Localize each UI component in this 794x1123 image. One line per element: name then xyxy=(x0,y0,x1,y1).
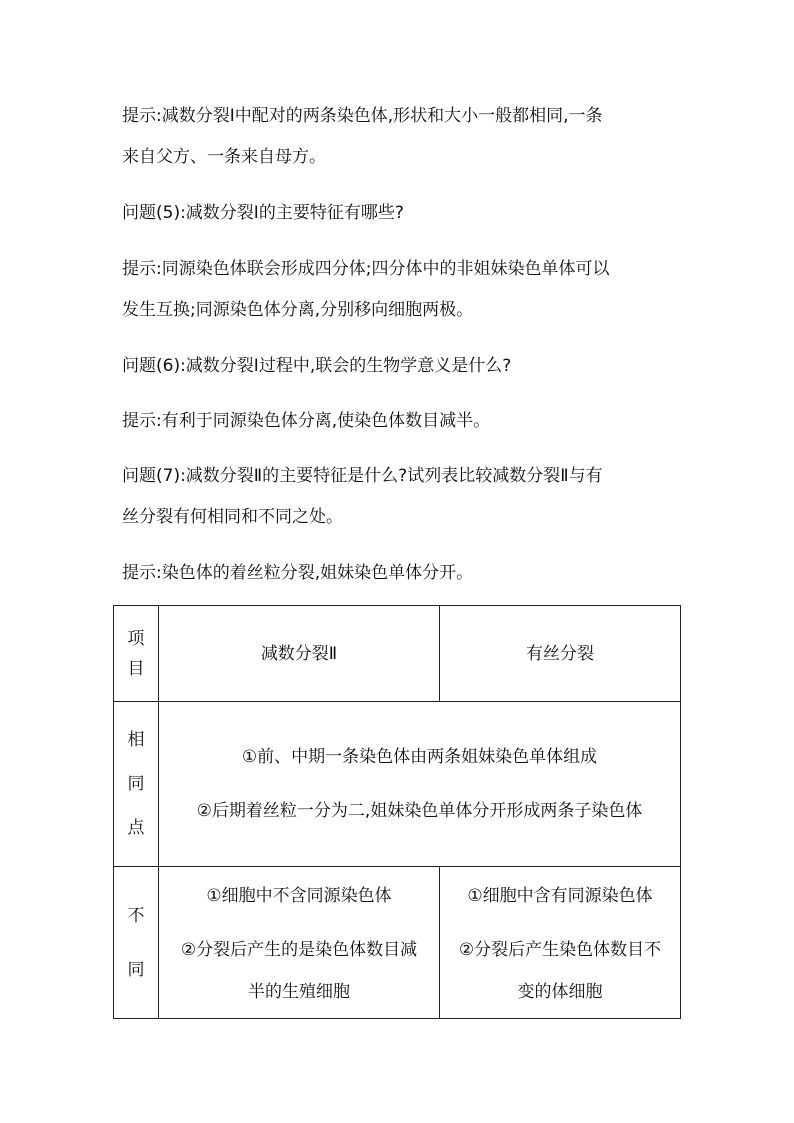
line: 问题(6):减数分裂Ⅰ过程中,联会的生物学意义是什么? xyxy=(122,356,512,376)
diff-label-char: 同 xyxy=(127,959,145,980)
meiosis2-diff-point-2a: ②分裂后产生的是染色体数目减 xyxy=(180,940,418,960)
line: 提示:减数分裂Ⅰ中配对的两条染色体,形状和大小一般都相同,一条 xyxy=(122,106,603,126)
item-header-char: 目 xyxy=(127,658,145,679)
mitosis-diff-point-1: ①细胞中含有同源染色体 xyxy=(467,886,653,906)
hint-paragraph-4 xyxy=(122,553,682,594)
mitosis-header-cell: 有丝分裂 xyxy=(440,606,681,702)
same-label-cell xyxy=(114,702,159,867)
line: 问题(7):减数分裂Ⅱ的主要特征是什么?试列表比较减数分裂Ⅱ与有 xyxy=(122,466,603,486)
meiosis2-diff-point-1: ①细胞中不含同源染色体 xyxy=(206,886,392,906)
line: 来自父方、一条来自母方。 xyxy=(122,147,326,167)
item-header-char: 项 xyxy=(127,628,145,649)
hint-paragraph-1 xyxy=(122,96,682,178)
same-label-char: 点 xyxy=(127,818,145,838)
line: 问题(5):减数分裂Ⅰ的主要特征有哪些? xyxy=(122,203,404,223)
item-header-cell xyxy=(114,606,159,702)
diff-label-char: 不 xyxy=(127,905,145,926)
mitosis-diff-point-2a: ②分裂后产生染色体数目不 xyxy=(458,940,662,960)
same-label-char: 同 xyxy=(127,774,145,794)
line: 发生互换;同源染色体分离,分别移向细胞两极。 xyxy=(122,300,474,320)
meiosis2-diff-point-2b: 半的生殖细胞 xyxy=(248,982,350,1002)
hint-paragraph-2 xyxy=(122,249,682,331)
question-7 xyxy=(122,456,682,538)
meiosis2-diff-cell xyxy=(159,867,440,1019)
meiosis2-header-cell: 减数分裂Ⅱ xyxy=(159,606,440,702)
same-points-cell xyxy=(159,702,681,867)
diff-label-cell xyxy=(114,867,159,1019)
line: 提示:同源染色体联会形成四分体;四分体中的非姐妹染色单体可以 xyxy=(122,259,610,279)
line: 丝分裂有何相同和不同之处。 xyxy=(122,507,343,527)
line: 提示:有利于同源染色体分离,使染色体数目减半。 xyxy=(122,411,491,431)
mitosis-diff-cell xyxy=(440,867,681,1019)
line: 提示:染色体的着丝粒分裂,姐妹染色单体分开。 xyxy=(122,563,474,583)
same-label-char: 相 xyxy=(127,730,145,750)
table-row-same xyxy=(114,702,681,867)
question-6 xyxy=(122,346,682,387)
same-point-1: ①前、中期一条染色体由两条姐妹染色单体组成 xyxy=(241,747,598,767)
comparison-table xyxy=(113,605,681,1019)
table-row-diff xyxy=(114,867,681,1019)
question-5 xyxy=(122,193,682,234)
hint-paragraph-3 xyxy=(122,401,682,442)
mitosis-diff-point-2b: 变的体细胞 xyxy=(517,982,603,1002)
same-point-2: ②后期着丝粒一分为二,姐妹染色单体分开形成两条子染色体 xyxy=(196,801,643,821)
table-header-row xyxy=(114,606,681,702)
